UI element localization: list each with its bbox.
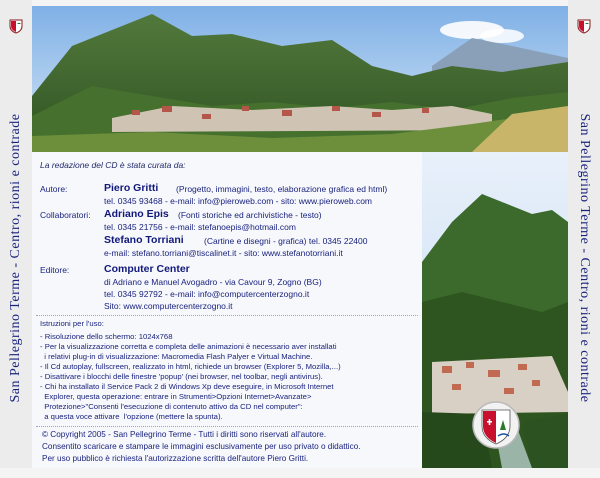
spine-title: San Pellegrino Terme - Centro, rioni e contrade	[8, 113, 23, 403]
copyright-line: Consentito scaricare e stampare le immagini esclusivamente per uso privato o didattico.	[42, 442, 361, 451]
credits-panel	[32, 152, 422, 468]
author-name: Piero Gritti	[104, 182, 159, 194]
instruction-line: a questa voce attivare l'opzione (mettere la spunta).	[40, 412, 223, 421]
editor-contact: tel. 0345 92792 - e-mail: info@computercenterzogno.it	[104, 289, 310, 299]
instruction-line: - Risoluzione dello schermo: 1024x768	[40, 332, 173, 341]
divider	[36, 315, 418, 316]
intro-text: La redazione del CD è stata curata da:	[40, 160, 186, 170]
divider	[36, 426, 418, 427]
instruction-line: - Disattivare i blocchi delle finestre 'popup' (nei browser, nel toolbar, negli antivirus).	[40, 372, 323, 381]
coat-of-arms-icon	[8, 18, 24, 34]
collaborator-1-name: Adriano Epis	[104, 208, 169, 220]
instruction-line: Explorer, questa operazione: entrare in Strumenti>Opzioni Internet>Avanzate>	[40, 392, 312, 401]
author-role: (Progetto, immagini, testo, elaborazione grafica ed html)	[176, 184, 388, 194]
collaborator-2-contact: e-mail: stefano.torriani@tiscalinet.it - sito: www.stefanotorriani.it	[104, 248, 343, 258]
valley-panorama-photo	[32, 6, 568, 152]
editor-name: Computer Center	[104, 263, 190, 275]
editor-label: Editore:	[40, 265, 70, 275]
editor-site: Sito: www.computercenterzogno.it	[104, 301, 233, 311]
copyright-line: Per uso pubblico è richiesta l'autorizzazione scritta dell'autore Piero Gritti.	[42, 454, 309, 463]
collaborators-label: Collaboratori:	[40, 210, 91, 220]
editor-address: di Adriano e Manuel Avogadro - via Cavour 9, Zogno (BG)	[104, 277, 322, 287]
spine-title: San Pellegrino Terme - Centro, rioni e contrade	[577, 113, 592, 403]
instruction-line: i relativi plug-in di visualizzazione: Macromedia Flash Palyer e Virtual Machine.	[40, 352, 313, 361]
author-label: Autore:	[40, 184, 68, 194]
left-spine	[0, 0, 32, 468]
san-pellegrino-crest-icon	[470, 400, 522, 450]
instruction-line: - Il Cd autoplay, fullscreen, realizzato in html, richiede un browser (Explorer 5, Mozilla,...)	[40, 362, 341, 371]
right-spine	[568, 0, 600, 468]
instructions-title: Istruzioni per l'uso:	[40, 319, 104, 328]
instruction-line: - Chi ha installato il Service Pack 2 di Windows Xp deve eseguire, in Microsoft Internet	[40, 382, 334, 391]
collaborator-1-contact: tel. 0345 21756 - e-mail: stefanoepis@hotmail.com	[104, 222, 296, 232]
collaborator-2-name: Stefano Torriani	[104, 234, 184, 246]
collaborator-1-role: (Fonti storiche ed archivistiche - testo)	[178, 210, 322, 220]
author-contact: tel. 0345 93468 - e-mail: info@pieroweb.com - sito: www.pieroweb.com	[104, 196, 372, 206]
collaborator-2-role: (Cartine e disegni - grafica) tel. 0345 22400	[204, 236, 368, 246]
instruction-line: Protezione>"Consenti l'esecuzione di contenuto attivo da CD nel computer":	[40, 402, 303, 411]
copyright-line: © Copyright 2005 - San Pellegrino Terme - Tutti i diritti sono riservati all'autore.	[42, 430, 327, 439]
coat-of-arms-icon	[576, 18, 592, 34]
town-valley-photo	[422, 152, 568, 468]
instruction-line: - Per la visualizzazione corretta e completa delle animazioni è necessario aver installati	[40, 342, 337, 351]
